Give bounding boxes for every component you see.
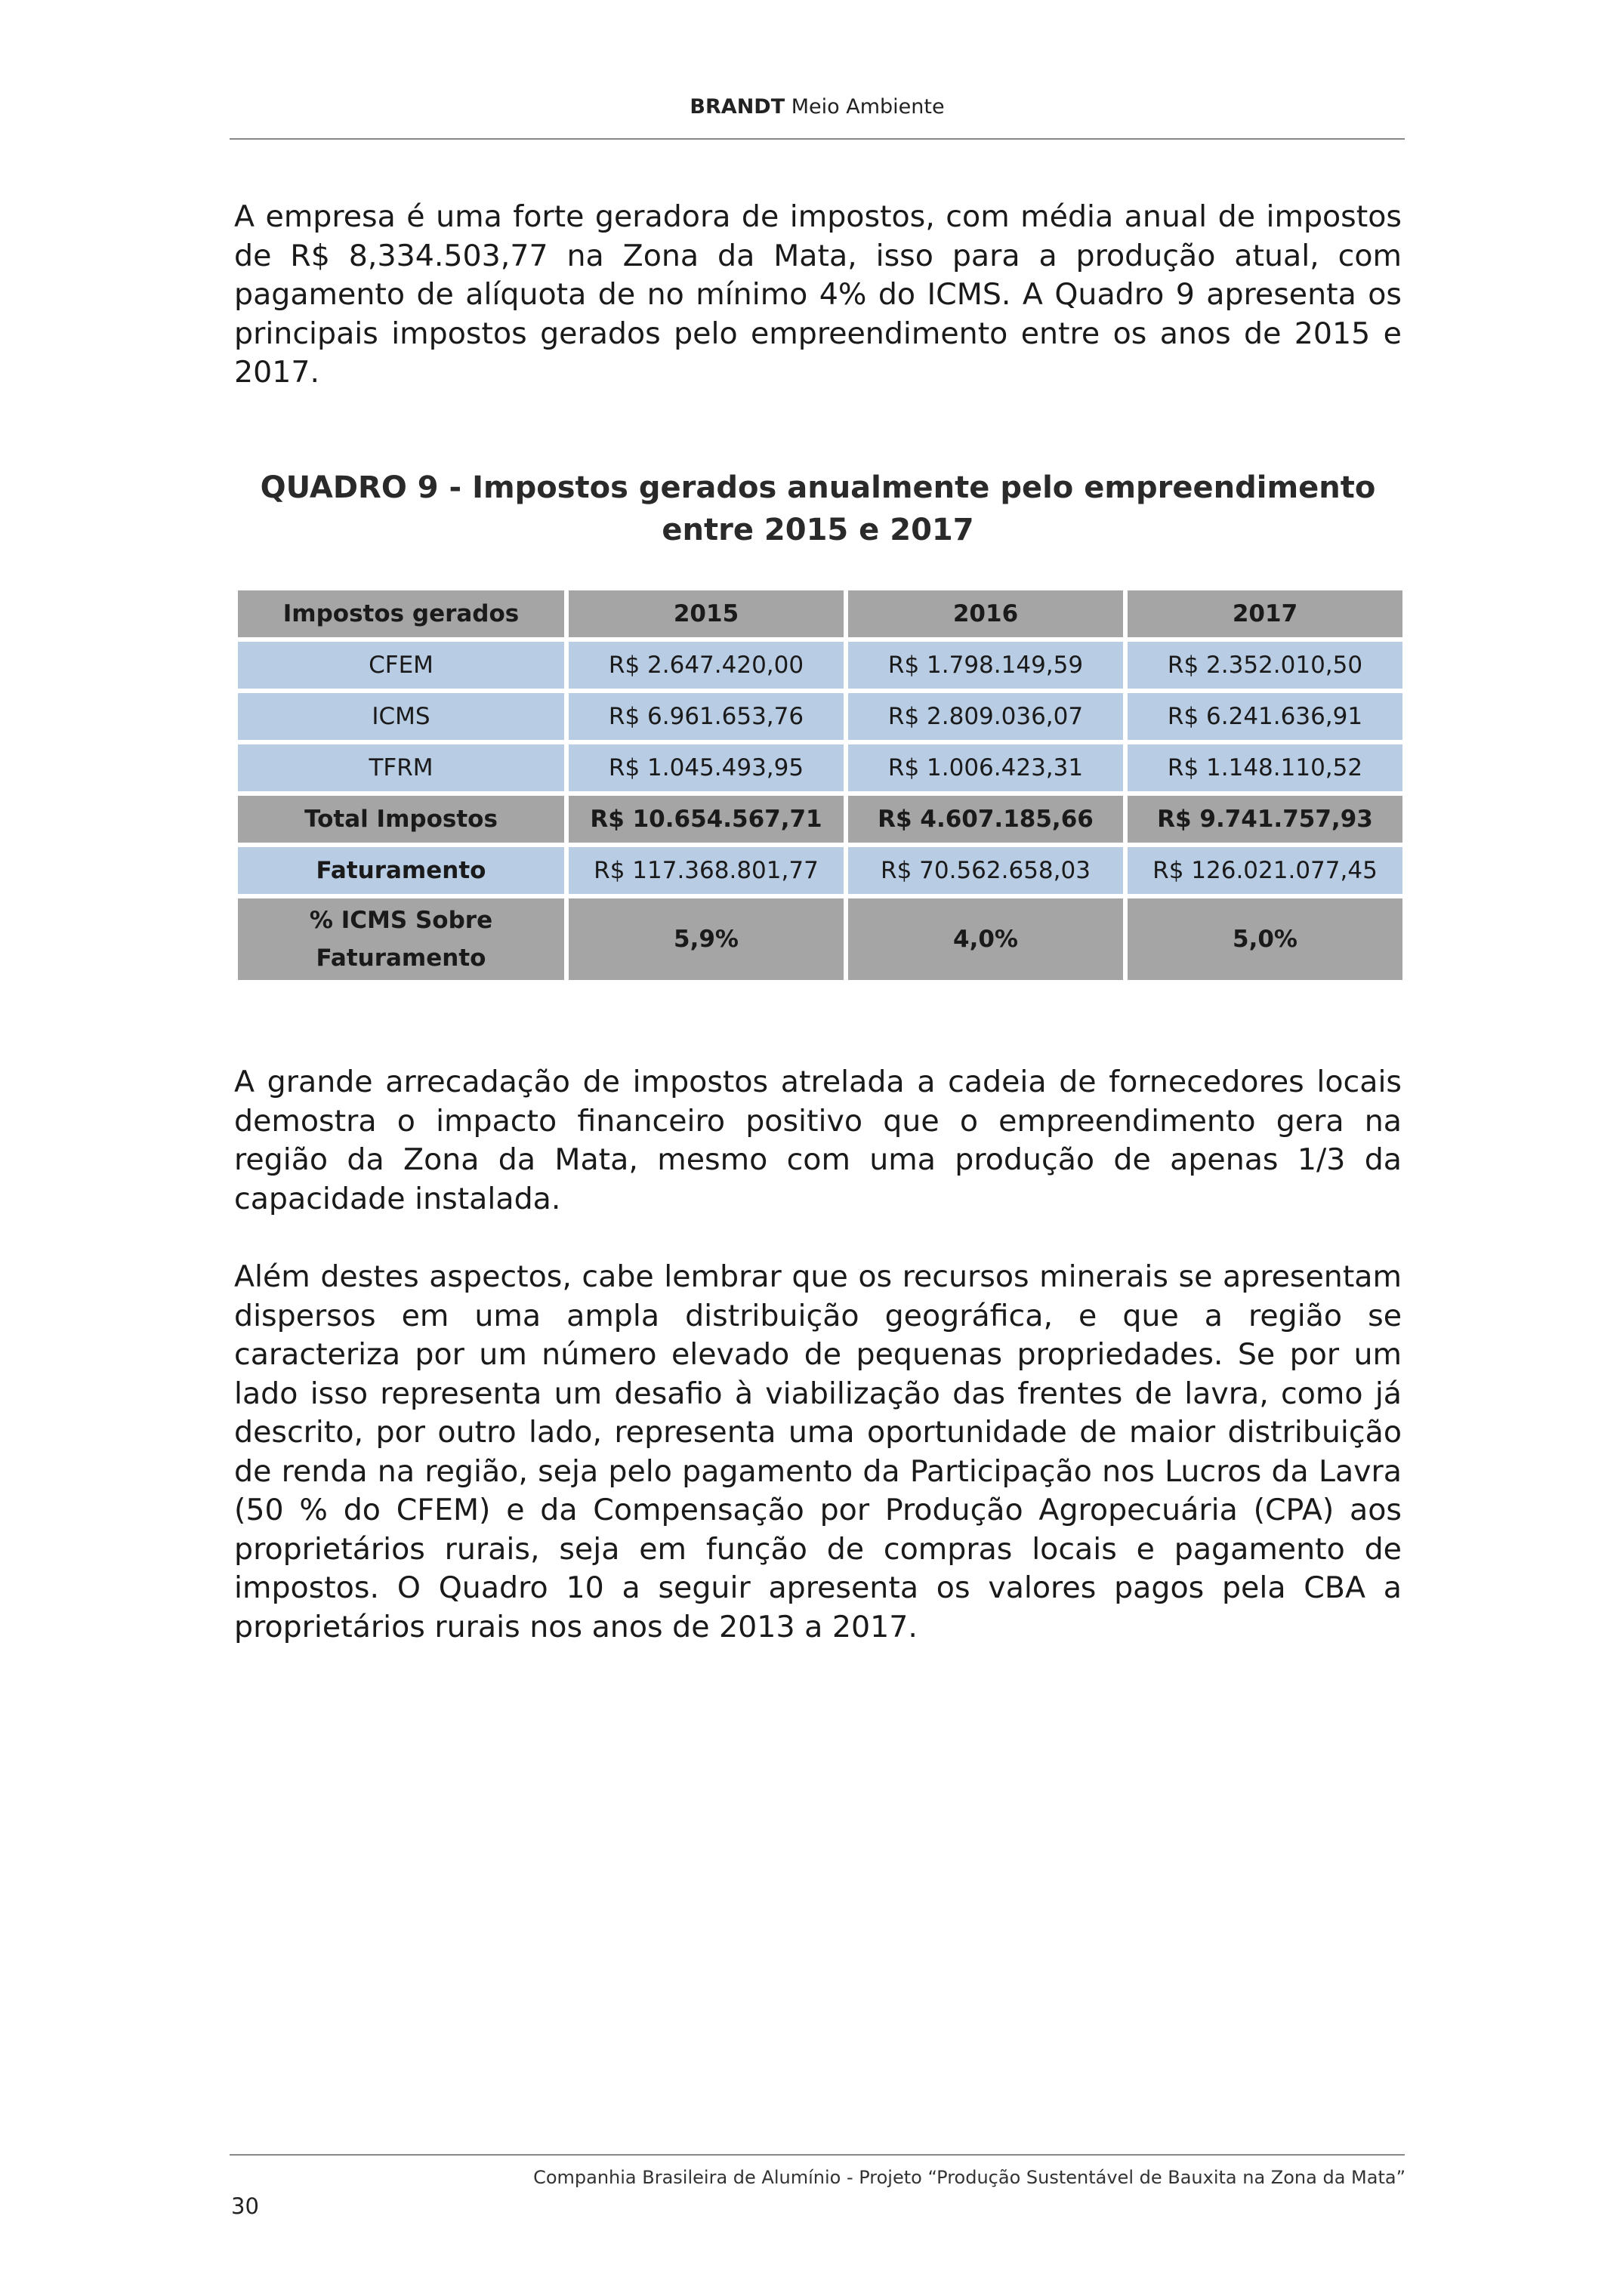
table-cell: R$ 6.961.653,76 xyxy=(569,693,844,740)
page-footer: Companhia Brasileira de Alumínio - Projeto “Produção Sustentável de Bauxita na Zona da Mata” xyxy=(533,2167,1405,2188)
table-row-icms-ratio xyxy=(238,898,1402,980)
row-label: ICMS xyxy=(238,693,564,740)
page-header xyxy=(230,95,1405,119)
table-cell: R$ 9.741.757,93 xyxy=(1128,796,1402,843)
page-number: 30 xyxy=(231,2193,259,2219)
table-cell: R$ 6.241.636,91 xyxy=(1128,693,1402,740)
table-cell: R$ 117.368.801,77 xyxy=(569,847,844,894)
table-cell: R$ 10.654.567,71 xyxy=(569,796,844,843)
brand-name: BRANDT xyxy=(690,95,785,119)
table-cell: R$ 4.607.185,66 xyxy=(848,796,1123,843)
table-cell: R$ 1.798.149,59 xyxy=(848,642,1123,689)
column-header: 2017 xyxy=(1128,590,1402,637)
footer-divider xyxy=(230,2154,1405,2156)
brand-subtitle: Meio Ambiente xyxy=(791,95,945,119)
table-caption: QUADRO 9 - Impostos gerados anualmente pelo empreendimento entre 2015 e 2017 xyxy=(260,470,1376,547)
body-paragraph: Além destes aspectos, cabe lembrar que os recursos minerais se apresentam dispersos em uma ampla distribuição geográfica, e que a região se caracteriza por um número elevado de pequenas propriedades. Se por um lado isso representa um desafio à viabilização das frentes de lavra, como já descrito, por outro lado, representa uma oportunidade de maior distribuição de renda na região, seja pelo pagamento da Participação nos Lucros da Lavra (50 % do CFEM) e da Compensação por Produção Agropecuária (CPA) aos proprietários rurais, seja em função de compras locais e pagamento de impostos. O Quadro 10 a seguir apresenta os valores pagos pela CBA a proprietários rurais nos anos de 2013 a 2017. xyxy=(234,1259,1402,1644)
table-cell: R$ 2.809.036,07 xyxy=(848,693,1123,740)
table-row xyxy=(238,744,1402,791)
row-label: CFEM xyxy=(238,642,564,689)
table-cell: R$ 1.148.110,52 xyxy=(1128,744,1402,791)
column-header: 2015 xyxy=(569,590,844,637)
table-row xyxy=(238,693,1402,740)
table-cell: R$ 1.006.423,31 xyxy=(848,744,1123,791)
table-cell: 5,0% xyxy=(1128,898,1402,980)
header-divider xyxy=(230,138,1405,140)
taxes-table xyxy=(233,586,1407,985)
table-cell: R$ 1.045.493,95 xyxy=(569,744,844,791)
row-label: Total Impostos xyxy=(238,796,564,843)
table-header-row xyxy=(238,590,1402,637)
table-cell: R$ 70.562.658,03 xyxy=(848,847,1123,894)
column-header: Impostos gerados xyxy=(238,590,564,637)
row-label: % ICMS Sobre Faturamento xyxy=(238,898,564,980)
table-row xyxy=(238,642,1402,689)
column-header: 2016 xyxy=(848,590,1123,637)
body-paragraph: A grande arrecadação de impostos atrelada a cadeia de fornecedores locais demostra o impacto financeiro positivo que o empreendimento gera na região da Zona da Mata, mesmo com uma produção de apenas 1/3 da capacidade instalada. xyxy=(234,1065,1402,1216)
table-cell: R$ 126.021.077,45 xyxy=(1128,847,1402,894)
table-row-total xyxy=(238,796,1402,843)
table-cell: R$ 2.352.010,50 xyxy=(1128,642,1402,689)
table-cell: 5,9% xyxy=(569,898,844,980)
table-cell: R$ 2.647.420,00 xyxy=(569,642,844,689)
intro-paragraph: A empresa é uma forte geradora de impostos, com média anual de impostos de R$ 8,334.503,77 na Zona da Mata, isso para a produção atual, com pagamento de alíquota de no mínimo 4% do ICMS. A Quadro 9 apresenta os principais impostos gerados pelo empreendimento entre os anos de 2015 e 2017. xyxy=(234,199,1402,390)
row-label: Faturamento xyxy=(238,847,564,894)
row-label: TFRM xyxy=(238,744,564,791)
table-row-revenue xyxy=(238,847,1402,894)
table-cell: 4,0% xyxy=(848,898,1123,980)
